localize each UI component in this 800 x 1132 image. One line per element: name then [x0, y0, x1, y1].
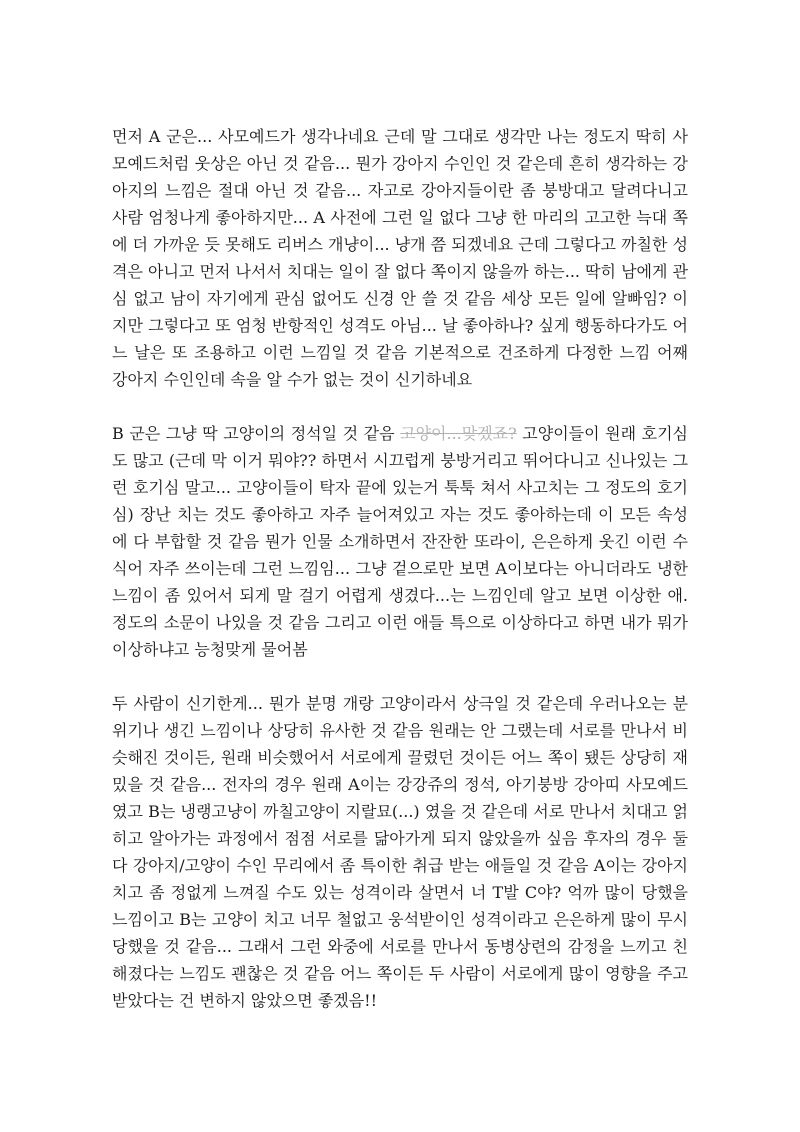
paragraph-about-both: 두 사람이 신기한게... 뭔가 분명 개랑 고양이라서 상극일 것 같은데 우러나오는 분위기나 생긴 느낌이나 상당히 유사한 것 같음 원래는 안 그랬는데 서로를 만나서 비슷해진 것이든, 원래 비슷했어서 서로에게 끌렸던 것이든 어느 쪽이 됐든 상당히 재밌을 것 같음... 전자의 경우 원래 A이는 강강쥬의 정석, 아기붕방 강아띠 사모예드였고 B는 냉랭고냥이 까칠고양이 지랄묘(...) 였을 것 같은데 서로 만나서 치대고 얽히고 알아가는 과정에서 점점 서로를 닮아가게 되지 않았을까 싶음 후자의 경우 둘 다 강아지/고양이 수인 무리에서 좀 특이한 취급 받는 애들일 것 같음 A이는 강아지 치고 좀 정없게 느껴질 수도 있는 성격이라 살면서 너 T발 C야? 억까 많이 당했을 느낌이고 B는 고양이 치고 너무 철없고 웅석받이인 성격이라고 은은하게 많이 무시당했을 것 같음... 그래서 그런 와중에 서로를 만나서 동병상련의 감정을 느끼고 친해졌다는 느낌도 괜찮은 것 같음 어느 쪽이든 두 사람이 서로에게 많이 영향을 주고 받았다는 건 변하지 않았으면 좋겠음!!	[112, 694, 688, 1010]
strikethrough-text: 고양이...맞겠죠?	[400, 424, 517, 443]
paragraph-about-b-text-before: B 군은 그냥 딱 고양이의 정석일 것 같음	[112, 424, 401, 443]
paragraph-about-b	[112, 420, 688, 663]
paragraph-about-b-text-after: 고양이들이 원래 호기심도 많고 (근데 막 이거 뭐야?? 하면서 시끄럽게 붕방거리고 뛰어다니고 신나있는 그런 호기심 말고... 고양이들이 탁자 끝에 있는거 툭툭 쳐서 사고치는 그 정도의 호기심) 장난 치는 것도 좋아하고 자주 늘어져있고 자는 것도 좋아하는데 이 모든 속성에 다 부합할 것 같음 뭔가 인물 소개하면서 잔잔한 또라이, 은은하게 웃긴 이런 수식어 자주 쓰이는데 그런 느낌임... 그냥 겉으로만 보면 A이보다는 아니더라도 냉한 느낌이 좀 있어서 되게 말 걸기 어렵게 생겼다...는 느낌인데 알고 보면 이상한 애. 정도의 소문이 나있을 것 같음 그리고 이런 애들 특으로 이상하다고 하면 내가 뭐가 이상하냐고 능청맞게 물어봄	[112, 424, 688, 659]
paragraph-about-a: 먼저 A 군은... 사모예드가 생각나네요 근데 말 그대로 생각만 나는 정도지 딱히 사모예드처럼 웃상은 아닌 것 같음... 뭔가 강아지 수인인 것 같은데 흔히 생각하는 강아지의 느낌은 절대 아닌 것 같음... 자고로 강아지들이란 좀 붕방대고 달려다니고 사람 엄청나게 좋아하지만... A 사전에 그런 일 없다 그냥 한 마리의 고고한 늑대 쪽에 더 가까운 듯 못해도 리버스 개냥이... 냥개 쯤 되겠네요 근데 그렇다고 까칠한 성격은 아니고 먼저 나서서 치대는 일이 잘 없다 쪽이지 않을까 하는... 딱히 남에게 관심 없고 남이 자기에게 관심 없어도 신경 안 쓸 것 같음 세상 모든 일에 알빠임? 이지만 그렇다고 또 엄청 반항적인 성격도 아님... 날 좋아하나? 싶게 행동하다가도 어느 날은 또 조용하고 이런 느낌일 것 같음 기본적으로 건조하게 다정한 느낌 어째 강아지 수인인데 속을 알 수가 없는 것이 신기하네요	[112, 127, 688, 389]
